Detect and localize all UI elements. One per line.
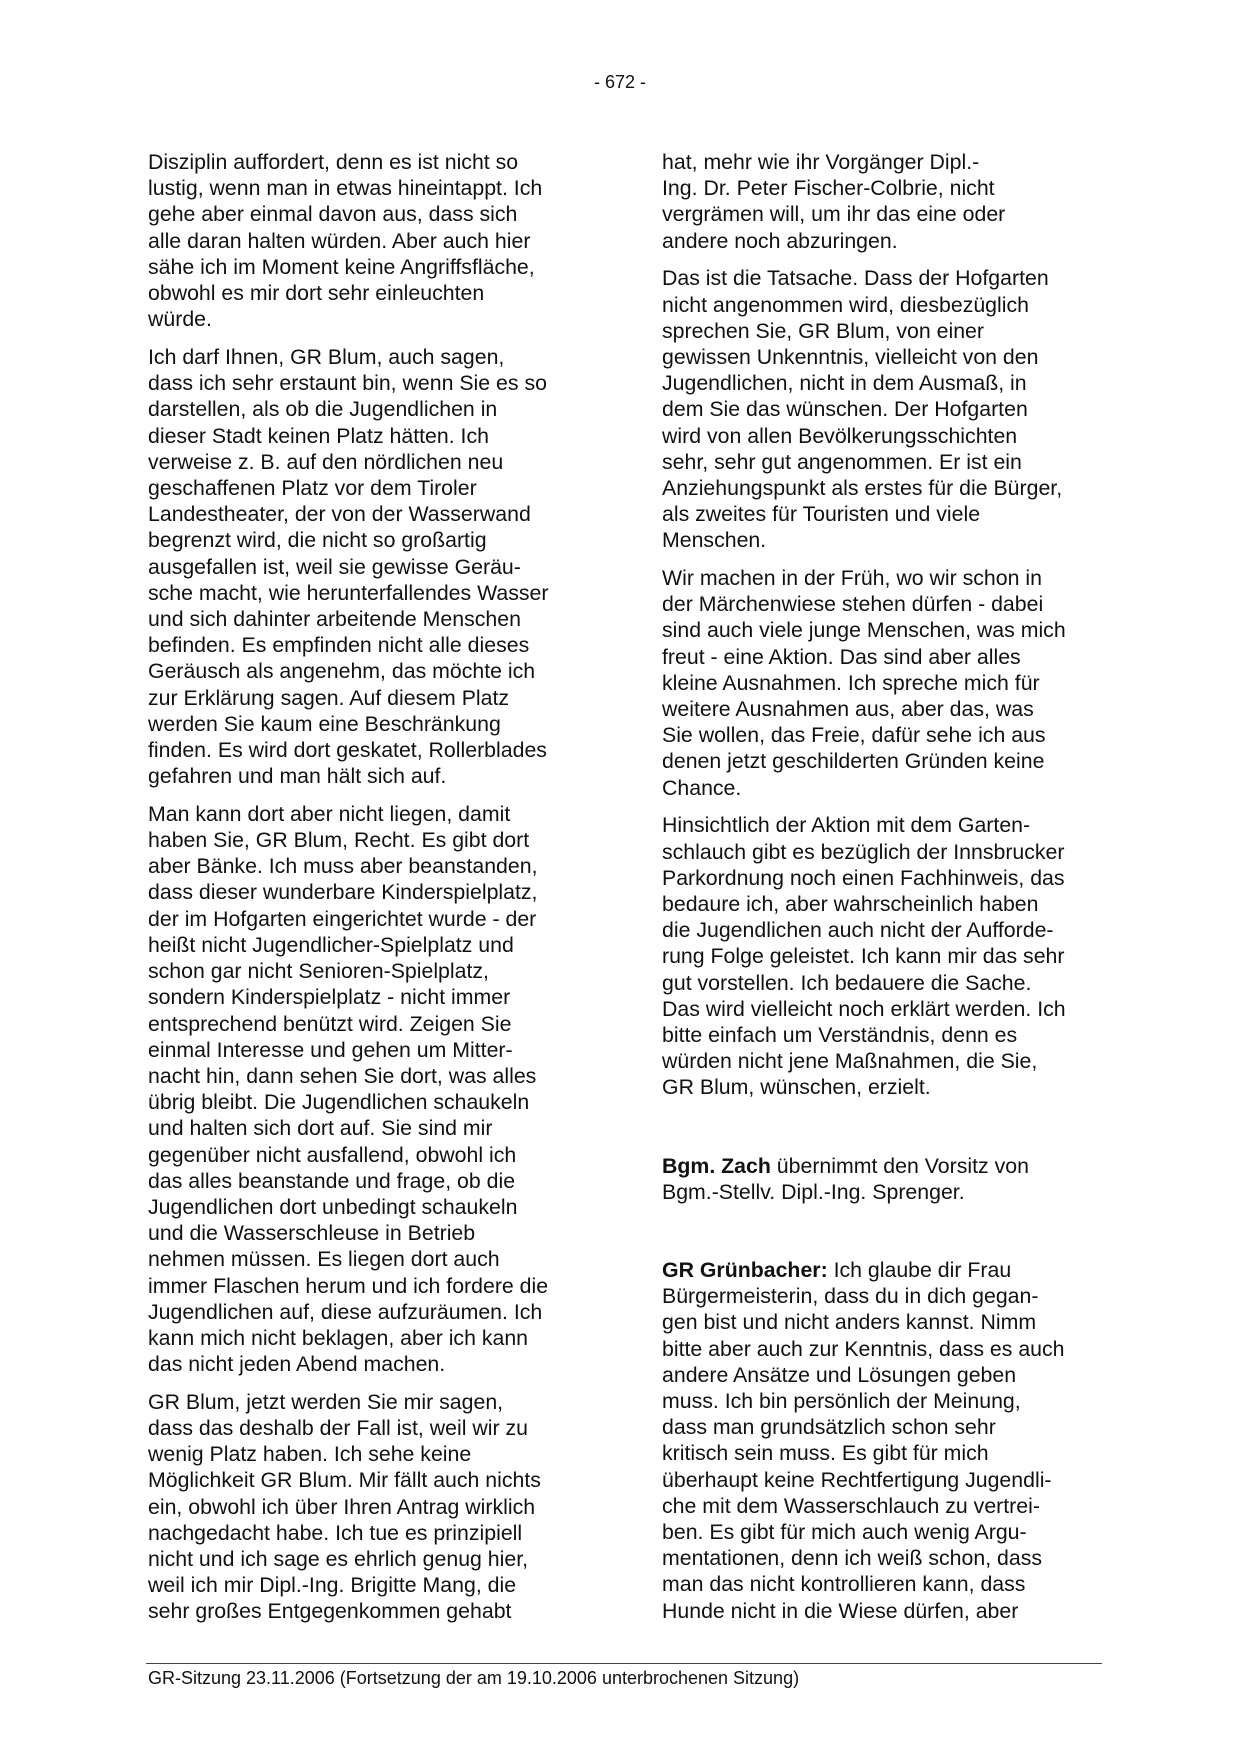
text-line: Landestheater, der von der Wasserwand xyxy=(148,502,531,527)
text-line: ein, obwohl ich über Ihren Antrag wirklich xyxy=(148,1494,536,1519)
text-line: immer Flaschen herum und ich fordere die xyxy=(148,1273,549,1298)
text-line: nehmen müssen. Es liegen dort auch xyxy=(148,1247,500,1272)
text-line: dass das deshalb der Fall ist, weil wir zu xyxy=(148,1416,528,1441)
text-line: der im Hofgarten eingerichtet wurde - der xyxy=(148,906,537,931)
text-line: überhaupt keine Rechtfertigung Jugendli- xyxy=(662,1467,1052,1492)
text-line: kritisch sein muss. Es gibt für mich xyxy=(662,1441,989,1466)
text-line: zur Erklärung sagen. Auf diesem Platz xyxy=(148,685,510,710)
text-line: das alles beanstande und frage, ob die xyxy=(148,1168,516,1193)
text-line: geschaffenen Platz vor dem Tiroler xyxy=(148,475,477,500)
text-line: und sich dahinter arbeitende Menschen xyxy=(148,606,521,631)
text-line: andere Ansätze und Lösungen geben xyxy=(662,1362,1017,1387)
text-line: Disziplin auffordert, denn es ist nicht so xyxy=(148,150,519,174)
text-line: dieser Stadt keinen Platz hätten. Ich xyxy=(148,423,489,448)
text-line: befinden. Es empfinden nicht alle dieses xyxy=(148,633,530,658)
text-line: ben. Es gibt für mich auch wenig Argu- xyxy=(662,1520,1027,1545)
text-line: hat, mehr wie ihr Vorgänger Dipl.- xyxy=(662,150,980,174)
text-line: che mit dem Wasserschlauch zu vertrei- xyxy=(662,1493,1040,1518)
text-line: darstellen, als ob die Jugendlichen in xyxy=(148,397,498,422)
text-line: obwohl es mir dort sehr einleuchten xyxy=(148,281,485,306)
text-line: gut vorstellen. Ich bedauere die Sache. xyxy=(662,970,1032,995)
text-line: die Jugendlichen auch nicht der Aufforde- xyxy=(662,918,1054,943)
text-line: Das wird vielleicht noch erklärt werden. Ich xyxy=(662,996,1066,1021)
text-line xyxy=(662,1153,1102,1179)
text-line: Ing. Dr. Peter Fischer-Colbrie, nicht xyxy=(662,176,995,201)
text-line: kleine Ausnahmen. Ich spreche mich für xyxy=(662,670,1040,695)
paragraph xyxy=(148,344,588,789)
text-line: werden Sie kaum eine Beschränkung xyxy=(148,711,501,736)
text-line: Geräusch als angenehm, das möchte ich xyxy=(148,659,536,684)
text-line: nicht und ich sage es ehrlich genug hier, xyxy=(148,1547,529,1572)
text-line: schlauch gibt es bezüglich der Innsbrucker xyxy=(662,839,1065,864)
text-line: denen jetzt geschilderten Gründen keine xyxy=(662,749,1045,774)
text-line: Bgm.-Stellv. Dipl.-Ing. Sprenger. xyxy=(662,1179,965,1204)
text-line: sche macht, wie herunterfallendes Wasser xyxy=(148,580,549,605)
text-line: heißt nicht Jugendlicher-Spielplatz und xyxy=(148,932,514,957)
text-line: übrig bleibt. Die Jugendlichen schaukeln xyxy=(148,1090,530,1115)
text-line: rung Folge geleistet. Ich kann mir das sehr xyxy=(662,944,1065,969)
text-line: begrenzt wird, die nicht so großartig xyxy=(148,528,487,553)
text-line: nacht hin, dann sehen Sie dort, was alles xyxy=(148,1063,537,1088)
text-line: Wir machen in der Früh, wo wir schon in xyxy=(662,566,1042,591)
text-line: Das ist die Tatsache. Dass der Hofgarten xyxy=(662,266,1049,291)
text-line: Hinsichtlich der Aktion mit dem Garten- xyxy=(662,813,1031,838)
text-line: Parkordnung noch einen Fachhinweis, das xyxy=(662,865,1065,890)
right-column xyxy=(662,149,1102,1624)
text-line: nachgedacht habe. Ich tue es prinzipiell xyxy=(148,1520,523,1545)
text-line: sondern Kinderspielplatz - nicht immer xyxy=(148,985,511,1010)
paragraph xyxy=(662,565,1102,801)
text-line: vergrämen will, um ihr das eine oder xyxy=(662,202,1006,227)
page-number: - 672 - xyxy=(593,72,647,92)
text-line: aber Bänke. Ich muss aber beanstanden, xyxy=(148,854,538,879)
text-line: lustig, wenn man in etwas hineintappt. Ich xyxy=(148,176,543,201)
text-line: Hunde nicht in die Wiese dürfen, aber xyxy=(662,1598,1019,1623)
text-line: haben Sie, GR Blum, Recht. Es gibt dort xyxy=(148,828,530,853)
paragraph xyxy=(148,1389,588,1625)
text-line: Anziehungspunkt als erstes für die Bürger, xyxy=(662,475,1063,500)
text-line: würden nicht jene Maßnahmen, die Sie, xyxy=(662,1049,1038,1074)
paragraph xyxy=(662,812,1102,1100)
text-line: andere noch abzuringen. xyxy=(662,228,898,253)
text-line: freut - eine Aktion. Das sind aber alles xyxy=(662,644,1021,669)
text-line: gewissen Unkenntnis, vielleicht von den xyxy=(662,344,1039,369)
text-line: verweise z. B. auf den nördlichen neu xyxy=(148,449,504,474)
text-line: weitere Ausnahmen aus, aber das, was xyxy=(662,697,1034,722)
text-line: und die Wasserschleuse in Betrieb xyxy=(148,1221,476,1246)
paragraph xyxy=(662,149,1102,254)
text-line: Bürgermeisterin, dass du in dich gegan- xyxy=(662,1284,1039,1309)
text-line: gegenüber nicht ausfallend, obwohl ich xyxy=(148,1142,517,1167)
text-line: sehr großes Entgegenkommen gehabt xyxy=(148,1599,512,1624)
text-line: man das nicht kontrollieren kann, dass xyxy=(662,1572,1026,1597)
text-line: bitte einfach um Verständnis, denn es xyxy=(662,1023,1018,1047)
text-line: weil ich mir Dipl.-Ing. Brigitte Mang, die xyxy=(148,1573,517,1598)
text-line: mentationen, denn ich weiß schon, dass xyxy=(662,1546,1043,1571)
text-line: kann mich nicht beklagen, aber ich kann xyxy=(148,1325,529,1350)
text-line: Jugendlichen, nicht in dem Ausmaß, in xyxy=(662,371,1027,396)
text-line: sähe ich im Moment keine Angriffsfläche, xyxy=(148,254,535,279)
text-line: Menschen. xyxy=(662,528,767,553)
text-line: würde. xyxy=(148,307,212,332)
footer-divider xyxy=(146,1663,1102,1664)
text-line: nicht angenommen wird, diesbezüglich xyxy=(662,292,1029,317)
text-line: dem Sie das wünschen. Der Hofgarten xyxy=(662,397,1028,422)
text-line: gefahren und man hält sich auf. xyxy=(148,764,447,789)
paragraph xyxy=(148,149,588,332)
text-line: bedaure ich, aber wahrscheinlich haben xyxy=(662,891,1039,916)
text-line: und halten sich dort auf. Sie sind mir xyxy=(148,1116,493,1141)
text-line: alle daran halten würden. Aber auch hier xyxy=(148,228,531,253)
chair-change-text: übernimmt den Vorsitz von xyxy=(770,1153,1029,1178)
text-line: Ich darf Ihnen, GR Blum, auch sagen, xyxy=(148,344,505,369)
left-column xyxy=(148,149,588,1636)
text-line: das nicht jeden Abend machen. xyxy=(148,1352,446,1377)
text-line: GR Blum, wünschen, erzielt. xyxy=(662,1075,931,1100)
text-line: dass dieser wunderbare Kinderspielplatz, xyxy=(148,880,538,905)
text-line: GR Blum, jetzt werden Sie mir sagen, xyxy=(148,1389,504,1414)
text-line: ausgefallen ist, weil sie gewisse Geräu- xyxy=(148,554,521,579)
text-line: dass ich sehr erstaunt bin, wenn Sie es so xyxy=(148,371,547,396)
text-line: einmal Interesse und gehen um Mitter- xyxy=(148,1037,513,1062)
text-line: schon gar nicht Senioren-Spielplatz, xyxy=(148,959,489,984)
text-line: entsprechend benützt wird. Zeigen Sie xyxy=(148,1011,512,1036)
text-line: muss. Ich bin persönlich der Meinung, xyxy=(662,1389,1021,1414)
text-line: bitte aber auch zur Kenntnis, dass es auch xyxy=(662,1336,1065,1361)
text-line: sprechen Sie, GR Blum, von einer xyxy=(662,318,984,343)
text-line: der Märchenwiese stehen dürfen - dabei xyxy=(662,592,1044,617)
text-line: Sie wollen, das Freie, dafür sehe ich aus xyxy=(662,723,1046,748)
speaker-statement xyxy=(662,1257,1102,1624)
text-line: Jugendlichen auf, diese aufzuräumen. Ich xyxy=(148,1299,543,1324)
text-line: Möglichkeit GR Blum. Mir fällt auch nichts xyxy=(148,1468,541,1493)
text-line: dass man grundsätzlich schon sehr xyxy=(662,1415,996,1440)
text-line: gehe aber einmal davon aus, dass sich xyxy=(148,202,518,227)
text-line: als zweites für Touristen und viele xyxy=(662,502,981,527)
text-line: Man kann dort aber nicht liegen, damit xyxy=(148,801,511,826)
chair-change-note xyxy=(662,1153,1102,1205)
text-line: Jugendlichen dort unbedingt schaukeln xyxy=(148,1194,518,1219)
page-footer: GR-Sitzung 23.11.2006 (Fortsetzung der am 19.10.2006 unterbrochenen Sitzung) xyxy=(148,1668,800,1688)
paragraph xyxy=(662,265,1102,553)
speaker-name: GR Grünbacher: xyxy=(662,1258,828,1283)
paragraph xyxy=(148,801,588,1377)
speaker-name: Bgm. Zach xyxy=(662,1153,771,1178)
text-line: gen bist und nicht anders kannst. Nimm xyxy=(662,1310,1037,1335)
text-line: sehr, sehr gut angenommen. Er ist ein xyxy=(662,449,1022,474)
text-line: Chance. xyxy=(662,775,742,800)
text-line: finden. Es wird dort geskatet, Rollerblades xyxy=(148,737,547,762)
text-line xyxy=(662,1257,1102,1283)
statement-text: Ich glaube dir Frau xyxy=(827,1258,1012,1283)
text-line: wird von allen Bevölkerungsschichten xyxy=(662,423,1018,448)
text-line: sind auch viele junge Menschen, was mich xyxy=(662,618,1066,643)
text-line: wenig Platz haben. Ich sehe keine xyxy=(148,1442,472,1467)
